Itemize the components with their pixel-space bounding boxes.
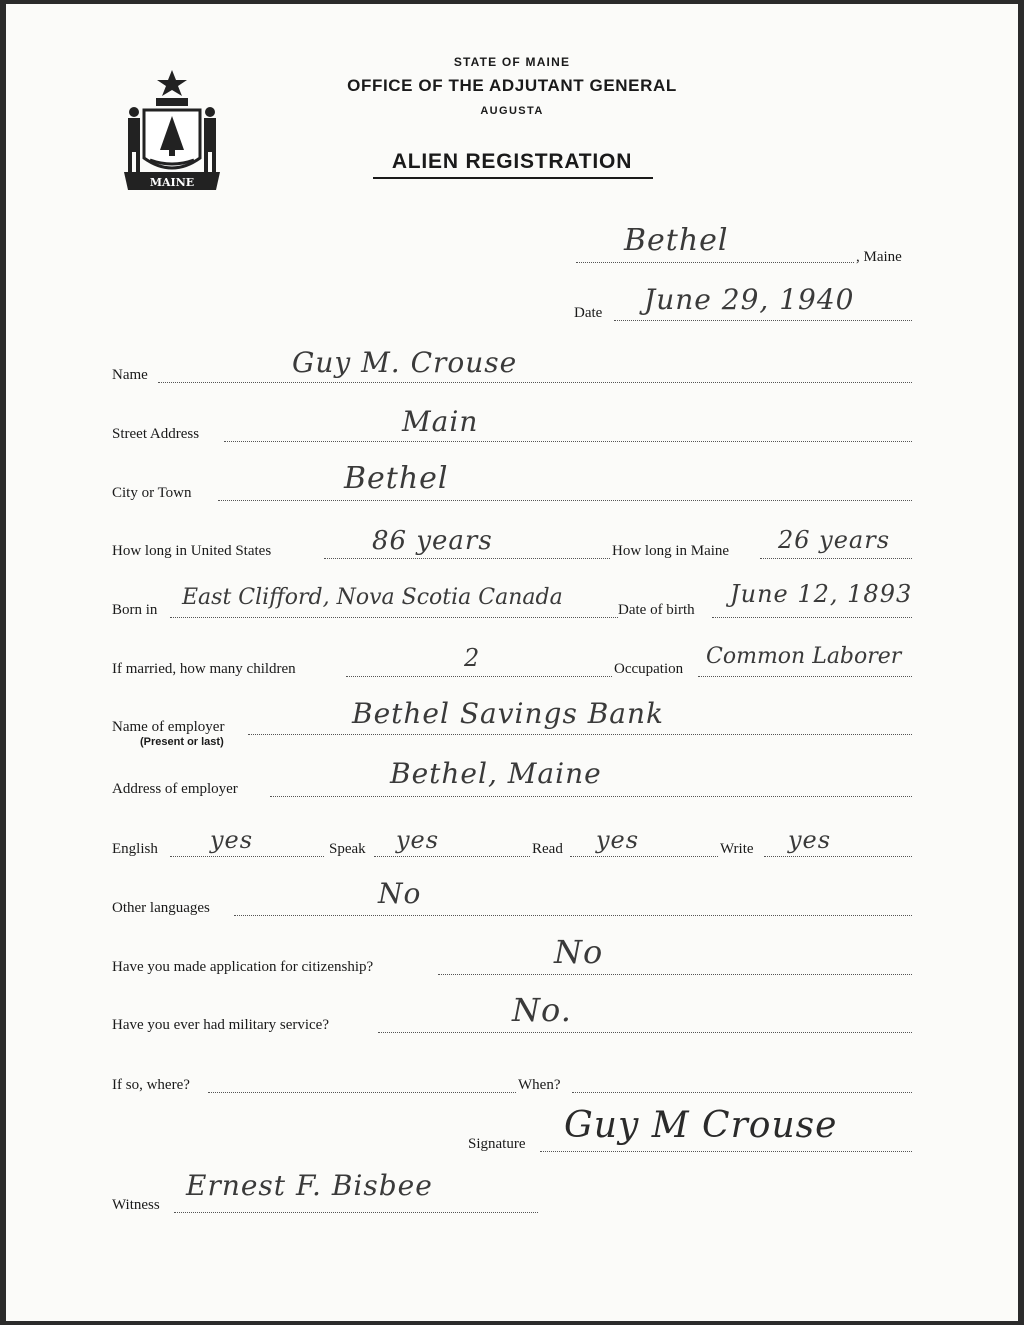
street-address-line [224,441,912,442]
how-long-us-value: 86 years [372,526,493,556]
other-languages-label: Other languages [112,900,210,916]
occupation-line [698,676,912,677]
how-long-maine-line [760,558,912,559]
title-underline [373,177,653,179]
office-heading: OFFICE OF THE ADJUTANT GENERAL [347,76,677,95]
city-or-town-value: Bethel [344,461,449,496]
date-line [614,320,912,321]
maine-suffix: , Maine [856,249,902,265]
read-line [570,856,718,857]
employer-line [248,734,912,735]
occupation-label: Occupation [614,661,684,677]
speak-value: yes [396,826,440,854]
city-or-town-label: City or Town [112,485,192,501]
name-label: Name [112,367,148,383]
date-of-birth-line [712,617,912,618]
date-label: Date [574,305,603,321]
signature-line [540,1151,912,1152]
english-value: yes [210,826,254,854]
employer-value: Bethel Savings Bank [352,697,665,730]
write-value: yes [788,826,832,854]
employer-note: (Present or last) [140,736,224,748]
city-heading: AUGUSTA [480,105,544,117]
if-so-where-line [208,1092,516,1093]
form-title: ALIEN REGISTRATION [391,150,633,173]
state-heading: STATE OF MAINE [453,55,571,69]
born-in-label: Born in [112,602,158,618]
city-or-town-line [218,500,912,501]
citizenship-value: No [554,933,604,971]
military-label: Have you ever had military service? [112,1017,329,1033]
witness-line [174,1212,538,1213]
how-long-maine-value: 26 years [778,526,891,554]
other-languages-value: No [378,877,422,910]
write-line [764,856,912,857]
how-long-us-line [324,558,610,559]
employer-address-value: Bethel, Maine [390,757,602,790]
citizenship-label: Have you made application for citizenship? [112,959,374,975]
occupation-value: Common Laborer [706,644,902,669]
read-value: yes [596,826,640,854]
how-long-maine-label: How long in Maine [612,543,730,559]
signature-label: Signature [468,1136,526,1152]
born-in-line [170,617,618,618]
name-value: Guy M. Crouse [292,346,518,379]
registration-form [6,4,1018,1321]
military-line [378,1032,912,1033]
write-label: Write [720,841,754,857]
date-of-birth-value: June 12, 1893 [730,580,913,608]
english-label: English [112,841,158,857]
signature-value: Guy M Crouse [564,1105,838,1146]
seal-label: MAINE [149,176,195,189]
children-value: 2 [464,644,481,672]
name-line [158,382,912,383]
employer-address-line [270,796,912,797]
speak-line [374,856,530,857]
witness-label: Witness [112,1197,160,1213]
children-line [346,676,612,677]
if-so-where-label: If so, where? [112,1077,190,1093]
street-address-value: Main [402,405,479,438]
military-value: No. [512,991,572,1029]
street-address-label: Street Address [112,426,200,442]
employer-address-label: Address of employer [112,781,238,797]
town-line [576,262,854,263]
born-in-value: East Clifford, Nova Scotia Canada [182,585,563,610]
when-label: When? [518,1077,561,1093]
children-label: If married, how many children [112,661,296,677]
how-long-us-label: How long in United States [112,543,272,559]
date-of-birth-label: Date of birth [618,602,695,618]
speak-label: Speak [329,841,366,857]
read-label: Read [532,841,563,857]
english-line [170,856,324,857]
witness-value: Ernest F. Bisbee [186,1169,433,1202]
other-languages-line [234,915,912,916]
town-value: Bethel [624,223,729,258]
date-value: June 29, 1940 [644,283,855,316]
employer-label: Name of employer [112,719,225,735]
when-line [572,1092,912,1093]
citizenship-line [438,974,912,975]
